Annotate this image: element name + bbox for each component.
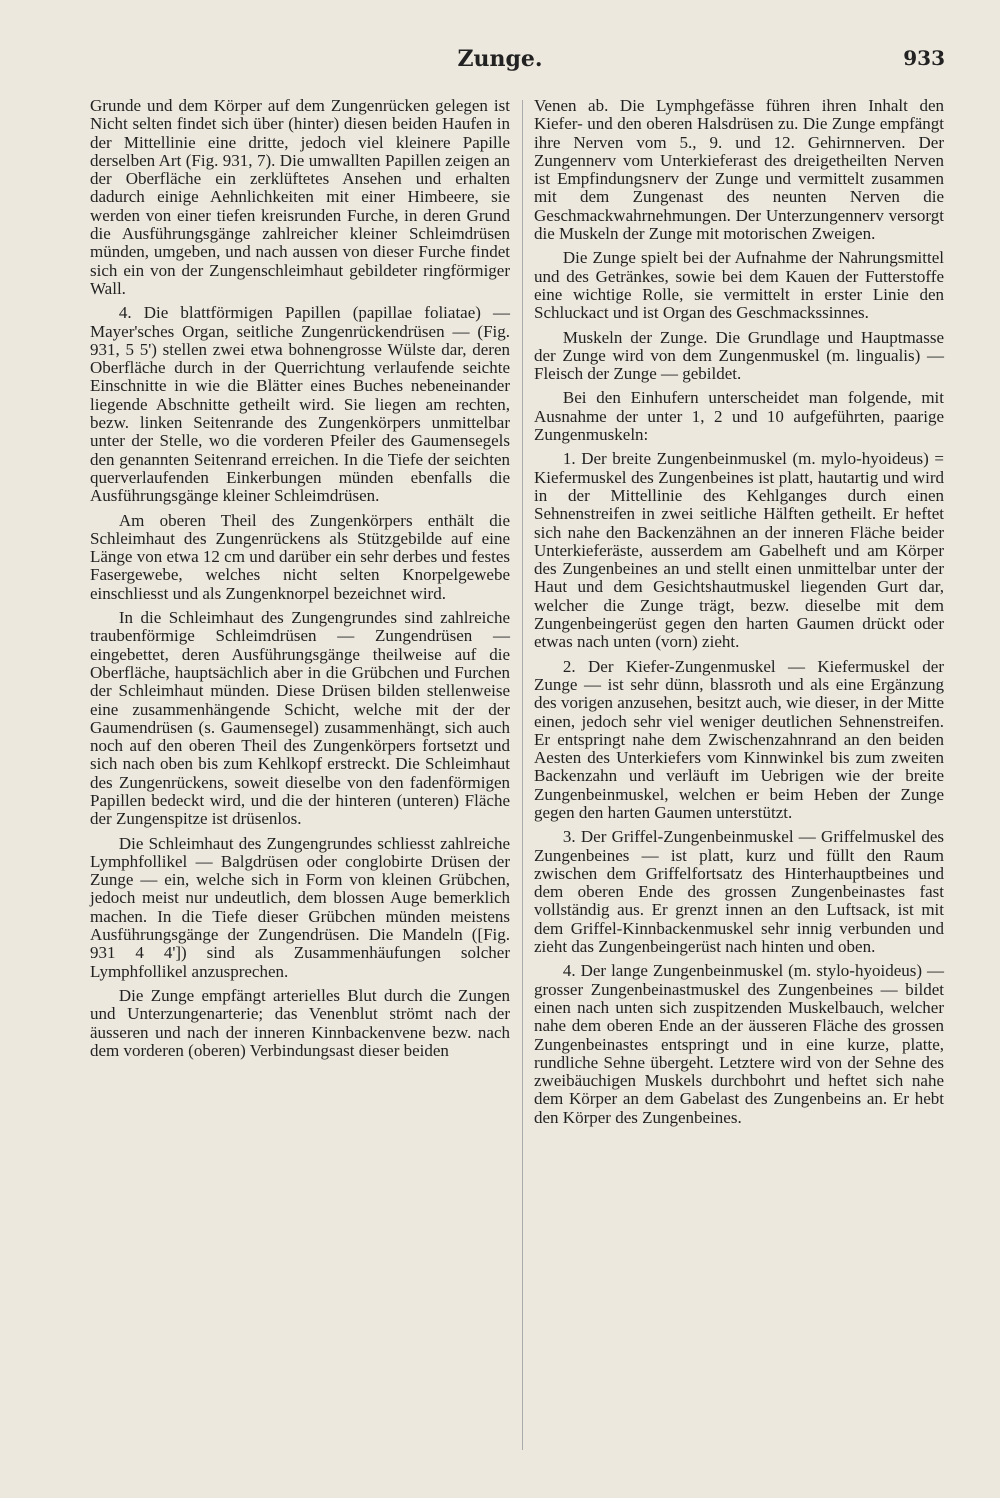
left-column — [90, 97, 510, 1066]
paragraph: 1. Der breite Zungenbeinmuskel (m. mylo-hyoideus) = Kiefermuskel des Zungenbeines ist platt, hautartig und wird in der Mittellinie des Kehlganges durch einen Sehnenstreifen in zwei seitliche Hälften getheilt. Er heftet sich nahe den Backenzähnen an der inneren Fläche beider Unterkieferäste, ausserdem am Gabelheft und am Körper des Zungenbeines an und stellt einen unmittelbar unter der Haut und dem Gesichtshautmuskel liegenden Gurt dar, welcher die Zunge trägt, bezw. dieselbe mit dem Zungenbeingerüst gegen den harten Gaumen drückt oder etwas nach unten (vorn) zieht. — [534, 449, 944, 652]
paragraph: Grunde und dem Körper auf dem Zungenrücken gelegen ist Nicht selten findet sich über (hinter) diesen beiden Haufen in der Mittellinie eine dritte, jedoch viel kleinere Papille derselben Art (Fig. 931, 7). Die umwallten Papillen zeigen an der Oberfläche ein zerklüftetes Ansehen und erhalten dadurch einige Aehnlichkeiten mit einer Himbeere, sie werden von einer tiefen kreisrunden Furche, in deren Grund die Ausführungsgänge zahlreicher kleiner Schleimdrüsen münden, umgeben, und nach aussen von dieser Furche findet sich ein von der Zungenschleimhaut gebildeter ringförmiger Wall. — [90, 96, 510, 298]
paragraph: 4. Die blattförmigen Papillen (papillae foliatae) — Mayer'sches Organ, seitliche Zungenrückendrüsen — (Fig. 931, 5 5') stellen zwei etwa bohnengrosse Wülste dar, deren Oberfläche durch in der Querrichtung verlaufende seichte Einschnitte in wie die Blätter eines Buches nebeneinander liegende Abschnitte getheilt wird. Sie liegen am rechten, bezw. linken Seitenrande des Zungenkörpers unmittelbar unter der Stelle, wo die vorderen Pfeiler des Gaumensegels den genannten Seitenrand erreichen. In die Tiefe der seichten querverlaufenden Einkerbungen münden ebenfalls die Ausführungsgänge kleiner Schleimdrüsen. — [90, 303, 510, 506]
page-number: 933 — [903, 46, 945, 70]
paragraph: Die Zunge spielt bei der Aufnahme der Nahrungsmittel und des Getränkes, sowie bei dem Kauen der Futterstoffe eine wichtige Rolle, sie vermittelt in erster Linie den Schluckact und ist Organ des Geschmackssinnes. — [534, 248, 944, 323]
paragraph: In die Schleimhaut des Zungengrundes sind zahlreiche traubenförmige Schleimdrüsen — Zungendrüsen — eingebettet, deren Ausführungsgänge theilweise auf die Oberfläche, hauptsächlich aber in die Grübchen und Furchen der Schleimhaut münden. Diese Drüsen bilden stellenweise eine zusammenhängende Schicht, welche mit der der Gaumendrüsen (s. Gaumensegel) zusammenhängt, sich auch noch auf den oberen Theil des Zungenkörpers fortsetzt und sich nach oben bis zum Kehlkopf erstreckt. Die Schleimhaut des Zungenrückens, soweit dieselbe von den fadenförmigen Papillen bedeckt wird, und die der hinteren (unteren) Fläche der Zungenspitze ist drüsenlos. — [90, 608, 510, 829]
page-title: Zunge. — [457, 46, 543, 72]
paragraph: Venen ab. Die Lymphgefässe führen ihren Inhalt den Kiefer- und den oberen Halsdrüsen zu. Die Zunge empfängt ihre Nerven vom 5., 9. und 12. Gehirnnerven. Der Zungennerv vom Unterkieferast des dreigetheilten Nerven ist Empfindungsnerv der Zunge und vermittelt zusammen mit dem Zungenast des neunten Nerven die Geschmackwahrnehmungen. Der Unterzungennerv versorgt die Muskeln der Zunge mit motorischen Zweigen. — [534, 96, 944, 244]
right-column — [534, 97, 944, 1133]
page-header — [0, 46, 1000, 76]
paragraph: Die Zunge empfängt arterielles Blut durch die Zungen und Unterzungenarterie; das Venenblut strömt nach der äusseren und nach der inneren Kinnbackenvene bezw. nach dem vorderen (oberen) Verbindungsast dieser beiden — [90, 985, 510, 1060]
paragraph: Am oberen Theil des Zungenkörpers enthält die Schleimhaut des Zungenrückens als Stützgebilde auf eine Länge von etwa 12 cm und darüber ein sehr derbes und festes Fasergewebe, welches nicht selten Knorpelgewebe einschliesst und als Zungenknorpel bezeichnet wird. — [90, 510, 510, 603]
paragraph: 3. Der Griffel-Zungenbeinmuskel — Griffelmuskel des Zungenbeines — ist platt, kurz und füllt den Raum zwischen dem Griffelfortsatz des Hinterhauptbeines und dem oberen Ende des grossen Zungenbeinastes fast vollständig aus. Er grenzt innen an den Luftsack, ist mit dem Griffel-Kinnbackenmuskel sehr innig verbunden und zieht das Zungenbeingerüst nach hinten und oben. — [534, 827, 944, 957]
paragraph: Die Schleimhaut des Zungengrundes schliesst zahlreiche Lymphfollikel — Balgdrüsen oder conglobirte Drüsen der Zunge — ein, welche sich in Form von kleinen Grübchen, jedoch meist nur undeutlich, dem blossen Auge bemerklich machen. In die Tiefe dieser Grübchen münden meistens Ausführungsgänge der Zungendrüsen. Die Mandeln ([Fig. 931 4 4']) sind als Zusammenhäufungen solcher Lymphfollikel anzusprechen. — [90, 833, 510, 981]
column-divider — [522, 100, 523, 1450]
paragraph: 2. Der Kiefer-Zungenmuskel — Kiefermuskel der Zunge — ist sehr dünn, blassroth und als eine Ergänzung des vorigen anzusehen, besitzt auch, wie dieser, in der Mitte einen, jedoch sehr viel weniger deutlichen Sehnenstreifen. Er entspringt nahe dem Zwischenzahnrand an den beiden Aesten des Unterkiefers vom Kinnwinkel bis zum zweiten Backenzahn und verläuft im Uebrigen wie der breite Zungenbeinmuskel, welchen er beim Heben der Zunge gegen den harten Gaumen unterstützt. — [534, 656, 944, 822]
paragraph: Bei den Einhufern unterscheidet man folgende, mit Ausnahme der unter 1, 2 und 10 aufgeführten, paarige Zungenmuskeln: — [534, 388, 944, 445]
paragraph: Muskeln der Zunge. Die Grundlage und Hauptmasse der Zunge wird von dem Zungenmuskel (m. lingualis) — Fleisch der Zunge — gebildet. — [534, 327, 944, 384]
paragraph: 4. Der lange Zungenbeinmuskel (m. stylo-hyoideus) — grosser Zungenbeinastmuskel des Zungenbeines — bildet einen nach unten sich zuspitzenden Muskelbauch, welcher nahe dem oberen Ende an der äusseren Fläche des grossen Zungenbeinastes entspringt und in eine kurze, platte, rundliche Sehne übergeht. Letztere wird von der Sehne des zweibäuchigen Muskels durchbohrt und heftet sich nahe dem Körper an dem Gabelast des Zungenbeins an. Er hebt den Körper des Zungenbeines. — [534, 961, 944, 1127]
